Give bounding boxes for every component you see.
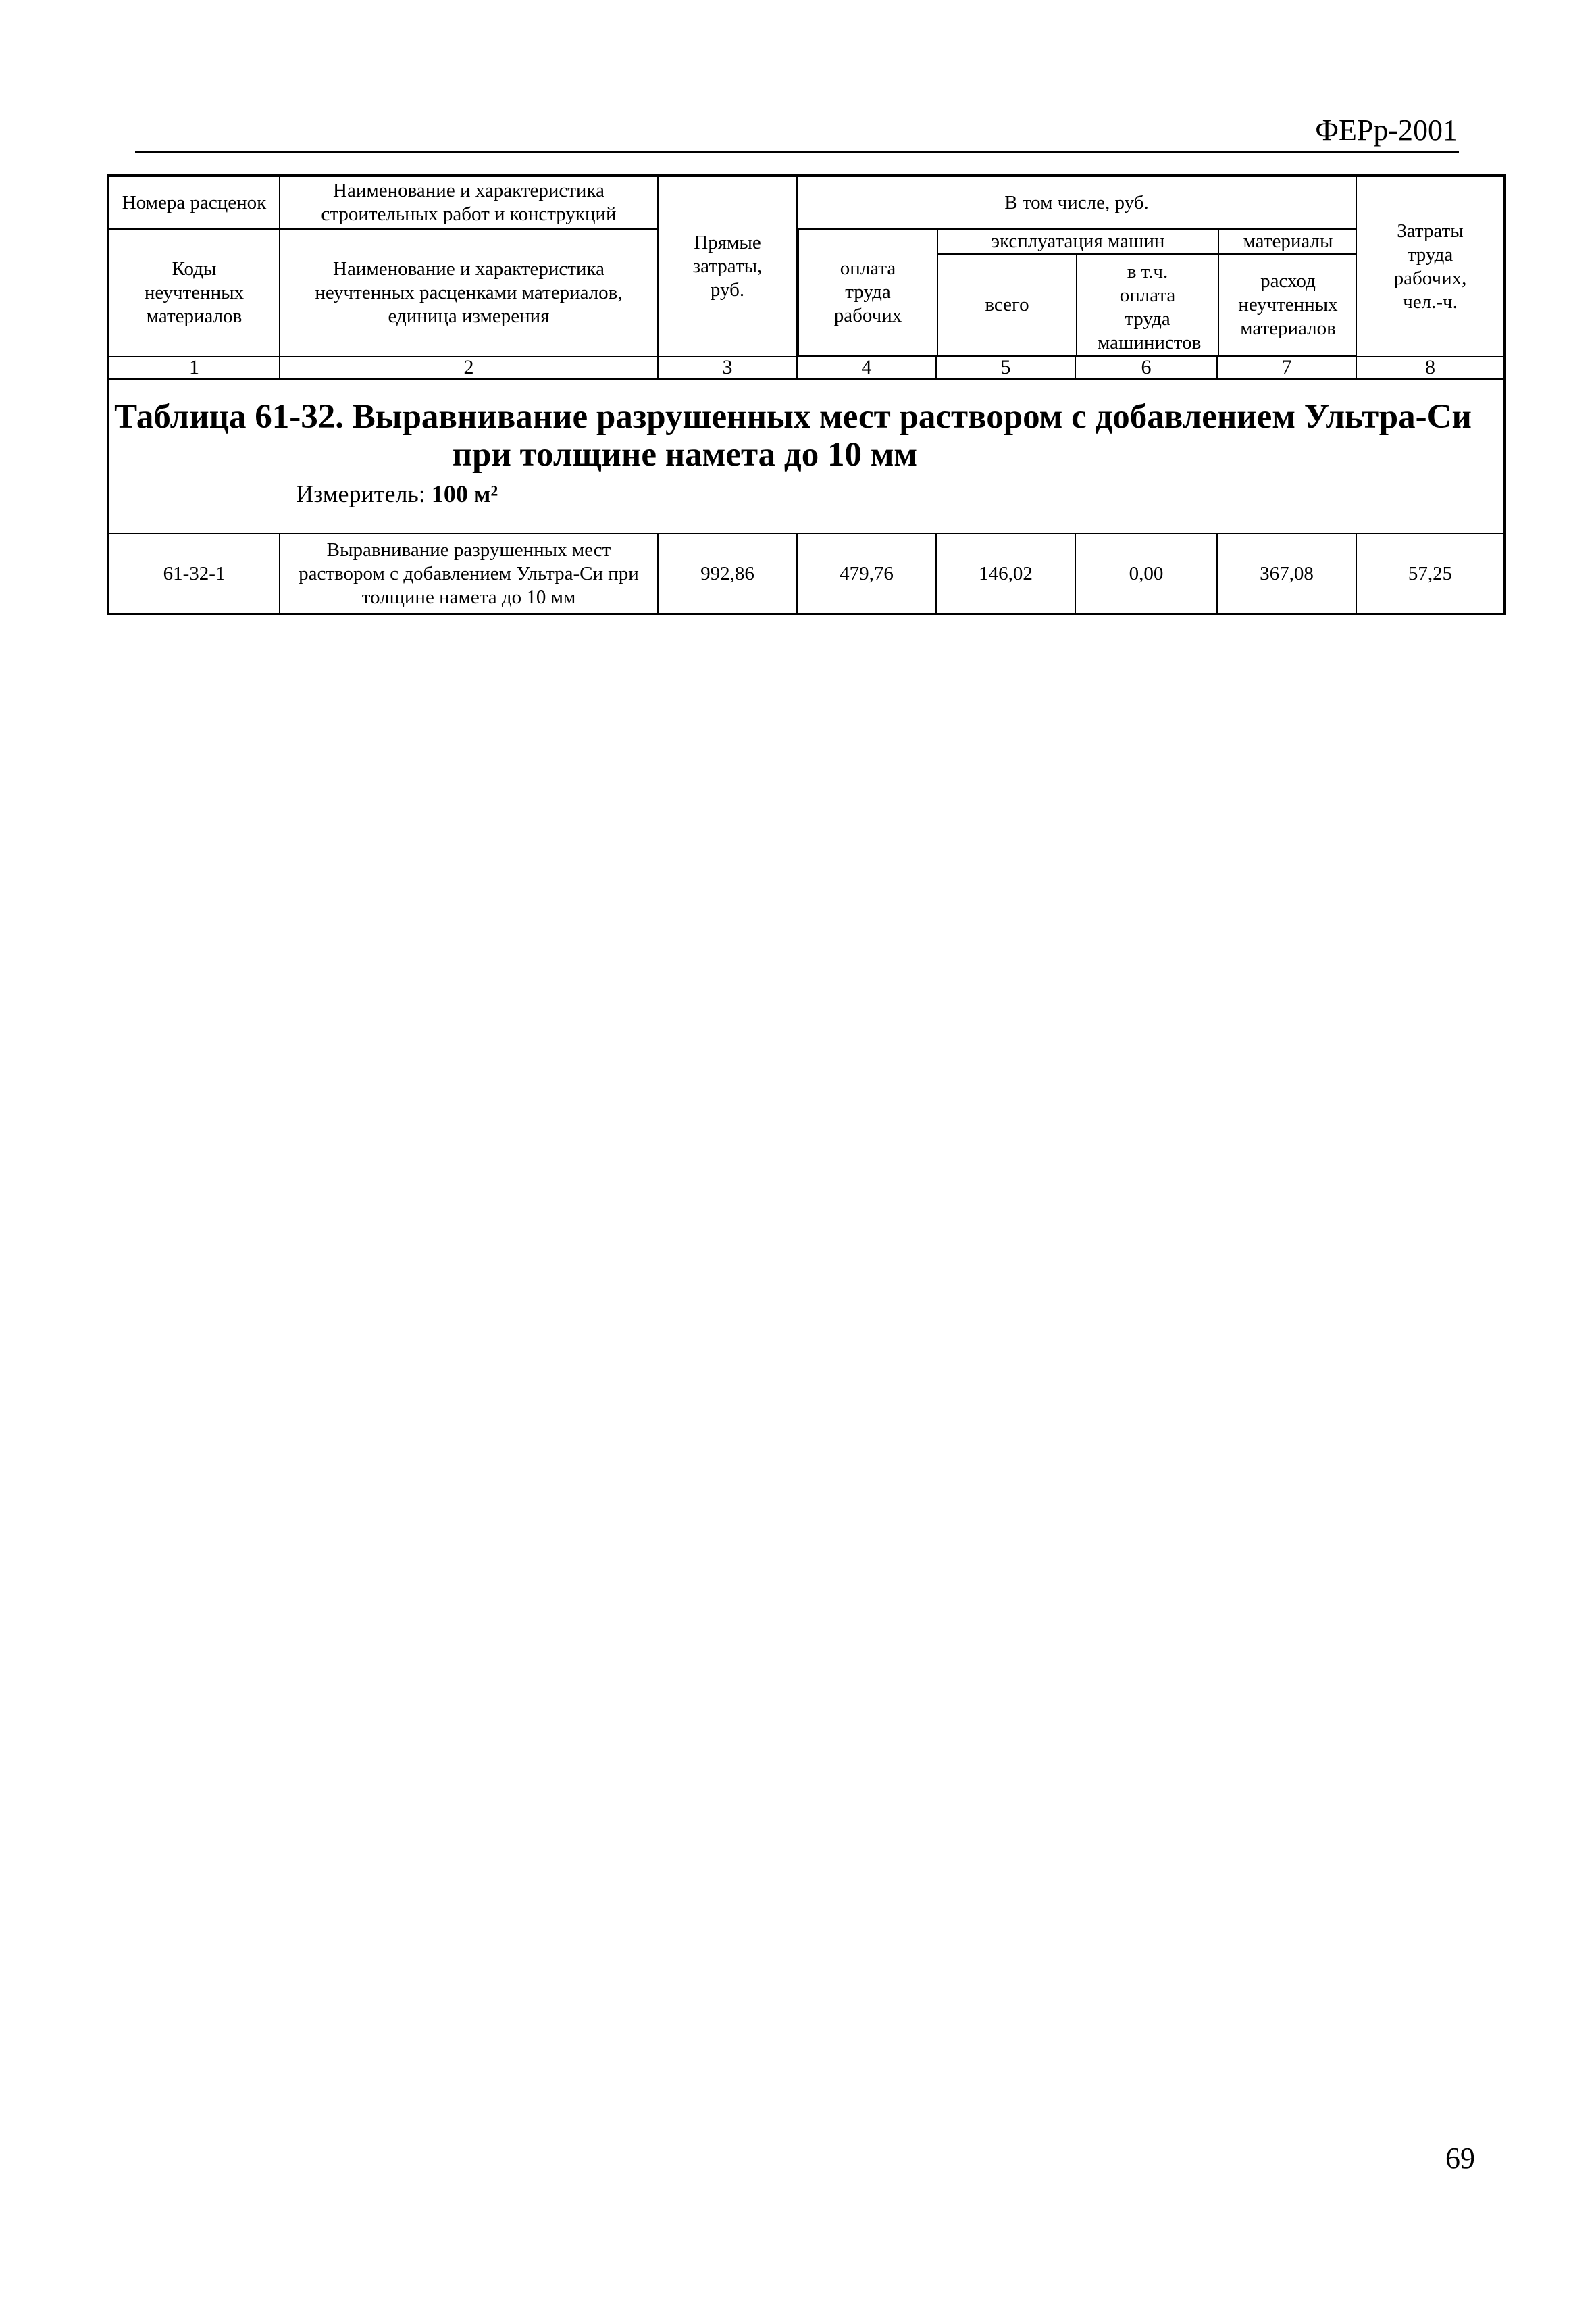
col-number-1: 1 [108,357,280,379]
col-number-3: 3 [658,357,797,379]
header-machinists-pay: в т.ч. оплата труда машинистов [1077,254,1218,355]
col-number-8: 8 [1356,357,1505,379]
header-work-name: Наименование и характеристика строительных работ и конструкций [280,176,658,229]
labor-hours-value: 57,25 [1356,534,1505,614]
subheader-container [797,229,1356,357]
direct-costs-value: 992,86 [658,534,797,614]
header-including: В том числе, руб. [797,176,1356,229]
machinists-pay-value: 0,00 [1075,534,1217,614]
col-number-7: 7 [1217,357,1356,379]
col-number-5: 5 [936,357,1075,379]
header-material-name: Наименование и характеристика неучтенных расценками материалов, единица измерения [280,229,658,357]
measure-unit [296,479,1490,509]
measure-value: 100 м² [431,480,498,507]
col-number-4: 4 [797,357,936,379]
section-title-line1: Таблица 61-32. Выравнивание разрушенных мест раствором с добавлением Ультра-Си [114,398,1472,436]
rates-table [107,174,1506,615]
col-number-2: 2 [280,357,658,379]
rate-name: Выравнивание разрушенных мест раствором с добавлением Ультра-Си при толщине намета до 10 мм [280,534,658,614]
page-number: 69 [1445,2142,1475,2175]
section-title-line2: при толщине намета до 10 мм [452,436,918,474]
section-title [114,398,1490,474]
table-row [108,534,1505,614]
header-machines: эксплуатация машин [937,229,1218,254]
header-direct-costs: Прямые затраты, руб. [658,176,797,357]
rate-code: 61-32-1 [108,534,280,614]
labor-pay-value: 479,76 [797,534,936,614]
document-code: ФЕРр-2001 [1315,114,1458,147]
table-section-header [108,379,1505,534]
header-rate-numbers: Номера расценок [108,176,280,229]
machines-total-value: 146,02 [936,534,1075,614]
header-materials: материалы [1218,229,1356,254]
header-material-codes: Коды неучтенных материалов [108,229,280,357]
col-number-6: 6 [1075,357,1217,379]
measure-label: Измеритель: [296,480,432,507]
header-labor-pay: оплата труда рабочих [798,229,937,355]
header-unaccounted-materials: расход неучтенных материалов [1218,254,1356,355]
header-labor-costs: Затраты труда рабочих, чел.-ч. [1356,176,1505,357]
header-machines-total: всего [937,254,1077,355]
materials-value: 367,08 [1217,534,1356,614]
subheader-table [798,229,1356,356]
document-code-header [135,114,1459,153]
